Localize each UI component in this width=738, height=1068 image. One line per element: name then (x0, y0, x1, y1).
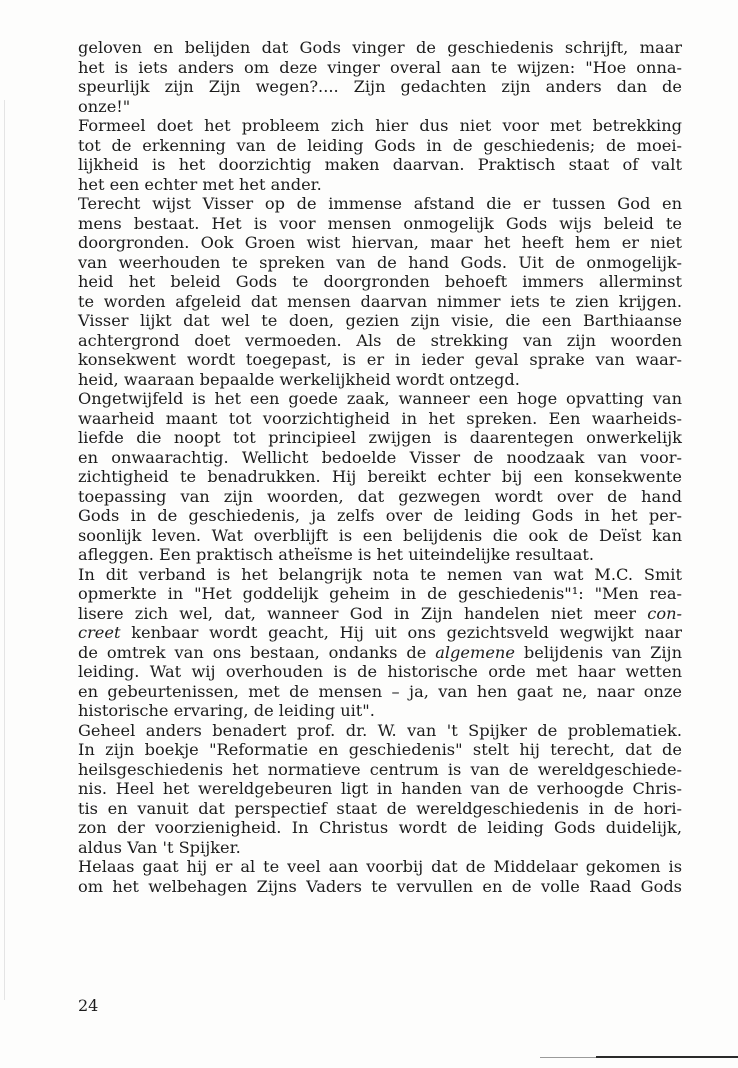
text-line: aldus Van 't Spijker. (78, 837, 241, 857)
text-line: tot de erkenning van de leiding Gods in de geschiedenis; de moei- (78, 135, 682, 155)
text-line: Ongetwijfeld is het een goede zaak, wanneer een hoge opvatting van (78, 389, 682, 408)
text-line: speurlijk zijn Zijn wegen?.... Zijn gedachten zijn anders dan de (78, 77, 682, 96)
text-line: creet kenbaar wordt geacht, Hij uit ons gezichtsveld wegwijkt naar (78, 623, 682, 642)
text-line: lisere zich wel, dat, wanneer God in Zijn handelen niet meer con- (78, 603, 682, 623)
text-line: het is iets anders om deze vinger overal aan te wijzen: "Hoe onna- (78, 57, 682, 77)
text-line: Helaas gaat hij er al te veel aan voorbij dat de Middelaar gekomen is (78, 857, 682, 876)
italic-emphasis: algemene (435, 642, 515, 662)
text-line: nis. Heel het wereldgebeuren ligt in handen van de verhoogde Chris- (78, 779, 682, 798)
text-line: Gods in de geschiedenis, ja zelfs over de leiding Gods in het per- (78, 506, 682, 525)
text-line: heilsgeschiedenis het normatieve centrum is van de wereldgeschiede- (78, 759, 682, 779)
text-line: geloven en belijden dat Gods vinger de geschiedenis schrijft, maar (78, 38, 682, 57)
italic-emphasis: con- (647, 603, 682, 623)
page-number: 24 (78, 996, 99, 1015)
text-line: Geheel anders benadert prof. dr. W. van 't Spijker de problematiek. (78, 720, 682, 740)
bottom-edge-line (596, 1056, 738, 1058)
text-line: te worden afgeleid dat mensen daarvan nimmer iets te zien krijgen. (78, 291, 682, 311)
text-line: opmerkte in "Het goddelijk geheim in de geschiedenis"¹: "Men rea- (78, 584, 682, 603)
text-line: van weerhouden te spreken van de hand Gods. Uit de onmogelijk- (78, 252, 682, 272)
text-line: Visser lijkt dat wel te doen, gezien zijn visie, die een Barthiaanse (78, 311, 682, 330)
text-line: leiding. Wat wij overhouden is de historische orde met haar wetten (78, 662, 682, 681)
text-line: heid het beleid Gods te doorgronden behoeft immers allerminst (78, 272, 682, 291)
text-line: liefde die noopt tot principieel zwijgen is daarentegen onwerkelijk (78, 428, 682, 447)
text-line: om het welbehagen Zijns Vaders te vervullen en de volle Raad Gods (78, 876, 682, 896)
text-line: tis en vanuit dat perspectief staat de wereldgeschiedenis in de hori- (78, 798, 682, 818)
text-line: zichtigheid te benadrukken. Hij bereikt echter bij een konsekwente (78, 467, 682, 486)
text-line: heid, waaraan bepaalde werkelijkheid wordt ontzegd. (78, 369, 520, 389)
text-line: In dit verband is het belangrijk nota te nemen van wat M.C. Smit (78, 564, 682, 584)
text-line: soonlijk leven. Wat overblijft is een belijdenis die ook de Deïst kan (78, 525, 682, 545)
text-line: doorgronden. Ook Groen wist hiervan, maar het heeft hem er niet (78, 233, 682, 252)
text-line: Formeel doet het probleem zich hier dus niet voor met betrekking (78, 116, 682, 135)
body-text (78, 38, 682, 896)
text-line: lijkheid is het doorzichtig maken daarvan. Praktisch staat of valt (78, 155, 682, 174)
text-line: mens bestaat. Het is voor mensen onmogelijk Gods wijs beleid te (78, 213, 682, 233)
text-line: Terecht wijst Visser op de immense afstand die er tussen God en (78, 194, 682, 213)
text-line: achtergrond doet vermoeden. Als de strekking van zijn woorden (78, 330, 682, 350)
text-line: konsekwent wordt toegepast, is er in ieder geval sprake van waar- (78, 350, 682, 369)
text-line: en gebeurtenissen, met de mensen – ja, van hen gaat ne, naar onze (78, 681, 682, 701)
bottom-edge-line-faint (540, 1057, 596, 1058)
text-line: waarheid maant tot voorzichtigheid in het spreken. Een waarheids- (78, 408, 682, 428)
text-line: afleggen. Een praktisch atheïsme is het uiteindelijke resultaat. (78, 545, 595, 564)
page-edge-shadow (4, 100, 5, 1000)
italic-emphasis: creet (78, 623, 121, 642)
text-line: toepassing van zijn woorden, dat gezwegen wordt over de hand (78, 486, 682, 506)
text-line: historische ervaring, de leiding uit". (78, 701, 375, 720)
text-line: het een echter met het ander. (78, 174, 322, 194)
text-line: zon der voorzienigheid. In Christus wordt de leiding Gods duidelijk, (78, 818, 682, 837)
text-line: en onwaarachtig. Wellicht bedoelde Visser de noodzaak van voor- (78, 447, 682, 467)
text-line: onze!" (78, 96, 131, 116)
text-line: In zijn boekje "Reformatie en geschiedenis" stelt hij terecht, dat de (78, 740, 682, 759)
text-line: de omtrek van ons bestaan, ondanks de algemene belijdenis van Zijn (78, 642, 682, 662)
